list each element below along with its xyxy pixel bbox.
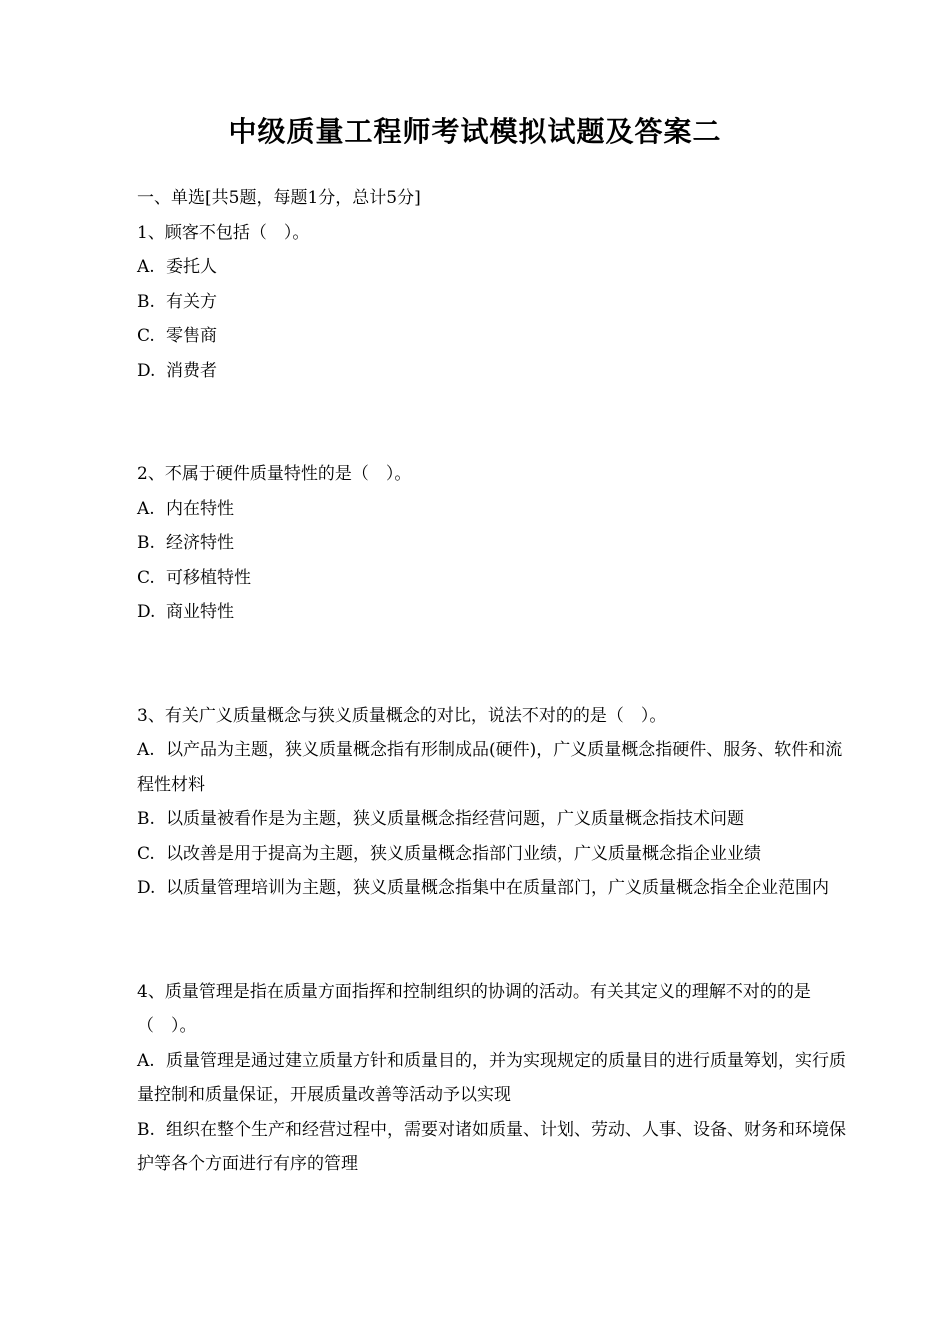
option-letter: B. (137, 533, 155, 553)
option-b (137, 285, 851, 320)
option-c (137, 319, 851, 354)
question-3 (137, 699, 851, 906)
option-text: 以质量管理培训为主题，狭义质量概念指集中在质量部门，广义质量概念指全企业范围内 (166, 878, 829, 898)
option-b (137, 526, 851, 561)
option-letter: A. (137, 498, 155, 519)
question-stem: 2、不属于硬件质量特性的是（ ）。 (137, 464, 412, 484)
option-letter: D. (137, 878, 156, 898)
option-letter: A. (137, 740, 155, 760)
page-title: 中级质量工程师考试模拟试题及答案二 (228, 115, 722, 148)
question-1 (137, 216, 851, 389)
spacer (137, 630, 851, 699)
option-letter: A. (137, 1050, 155, 1071)
option-letter: A. (137, 257, 155, 277)
option-c (137, 561, 851, 596)
option-text: 商业特性 (166, 602, 234, 622)
option-letter: B. (137, 291, 155, 312)
question-4 (137, 975, 851, 1182)
option-text: 内在特性 (166, 498, 234, 519)
option-text: 有关方 (166, 291, 217, 312)
question-stem: 1、顾客不包括（ ）。 (137, 222, 310, 243)
option-text: 以产品为主题，狭义质量概念指有形制成品(硬件)，广义质量概念指硬件、服务、软件和流程性材料 (137, 740, 843, 795)
section-heading: 一、单选[共5题，每题1分，总计5分] (137, 188, 421, 208)
question-2 (137, 457, 851, 630)
option-d (137, 354, 851, 389)
option-d (137, 871, 851, 906)
option-text: 消费者 (166, 360, 217, 381)
option-a (137, 733, 851, 802)
option-text: 可移植特性 (166, 567, 251, 588)
option-text: 经济特性 (166, 533, 234, 553)
option-a (137, 1044, 851, 1113)
option-text: 质量管理是通过建立质量方针和质量目的，并为实现规定的质量目的进行质量筹划，实行质量控制和质量保证，开展质量改善等活动予以实现 (137, 1050, 846, 1105)
option-letter: D. (137, 602, 156, 622)
option-text: 以质量被看作是为主题，狭义质量概念指经营问题，广义质量概念指技术问题 (166, 809, 744, 829)
option-letter: C. (137, 326, 155, 346)
option-b (137, 1113, 851, 1182)
document-body (137, 181, 851, 1182)
option-letter: C. (137, 567, 155, 588)
option-letter: B. (137, 809, 155, 829)
option-letter: D. (137, 360, 156, 381)
option-text: 组织在整个生产和经营过程中，需要对诸如质量、计划、劳动、人事、设备、财务和环境保护等各个方面进行有序的管理 (137, 1119, 846, 1174)
option-c (137, 837, 851, 872)
option-letter: B. (137, 1119, 155, 1140)
option-text: 委托人 (166, 257, 217, 277)
question-stem: 3、有关广义质量概念与狭义质量概念的对比，说法不对的的是（ ）。 (137, 705, 667, 726)
option-text: 以改善是用于提高为主题，狭义质量概念指部门业绩，广义质量概念指企业业绩 (166, 843, 761, 864)
option-b (137, 802, 851, 837)
option-d (137, 595, 851, 630)
option-text: 零售商 (166, 326, 217, 346)
spacer (137, 906, 851, 975)
option-a (137, 250, 851, 285)
spacer (137, 388, 851, 457)
question-stem: 4、质量管理是指在质量方面指挥和控制组织的协调的活动。有关其定义的理解不对的的是（ ）。 (137, 981, 811, 1036)
option-letter: C. (137, 843, 155, 864)
option-a (137, 492, 851, 527)
